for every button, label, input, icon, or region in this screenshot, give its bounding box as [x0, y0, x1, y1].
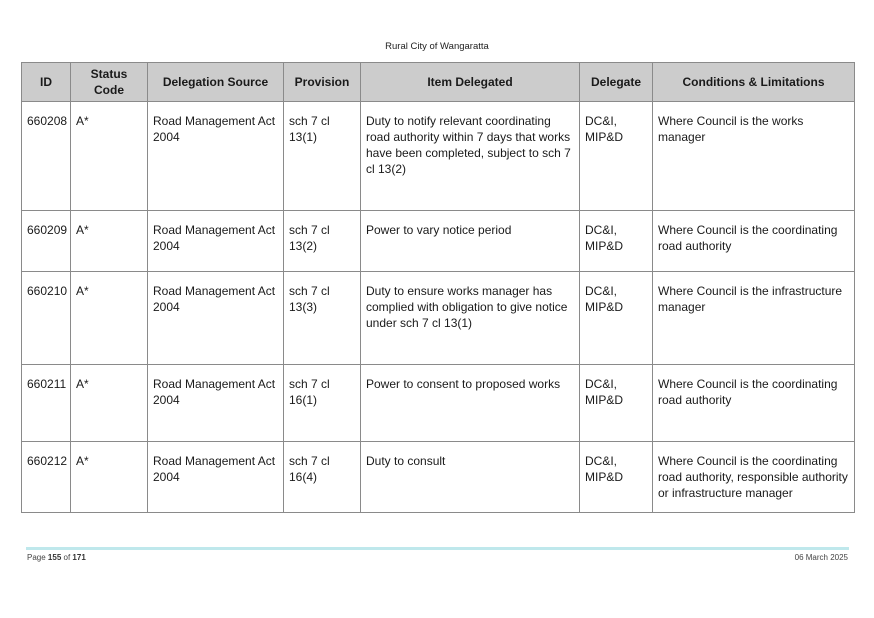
cell-status-code: A*	[71, 272, 148, 365]
cell-conditions: Where Council is the infrastructure manager	[653, 272, 855, 365]
cell-status-code: A*	[71, 102, 148, 211]
document-date: 06 March 2025	[794, 553, 848, 562]
cell-status-code: A*	[71, 442, 148, 513]
cell-status-code: A*	[71, 211, 148, 272]
table-row	[22, 102, 855, 211]
page-current: 155	[47, 553, 62, 562]
cell-conditions: Where Council is the coordinating road authority, responsible authority or infrastructure manager	[653, 442, 855, 513]
header-row	[22, 63, 855, 102]
page-number	[27, 553, 86, 562]
table-body	[22, 102, 855, 513]
table-row	[22, 211, 855, 272]
cell-id: 660211	[22, 365, 71, 442]
cell-delegate: DC&I, MIP&D	[580, 211, 653, 272]
cell-conditions: Where Council is the works manager	[653, 102, 855, 211]
cell-id: 660212	[22, 442, 71, 513]
cell-id: 660210	[22, 272, 71, 365]
cell-delegate: DC&I, MIP&D	[580, 102, 653, 211]
page-total: 171	[72, 553, 86, 562]
page-label: Page	[27, 553, 46, 562]
document-header: Rural City of Wangaratta	[385, 41, 489, 52]
cell-delegation-source: Road Management Act 2004	[148, 102, 284, 211]
cell-conditions: Where Council is the coordinating road authority	[653, 211, 855, 272]
column-header-conditions: Conditions & Limitations	[653, 63, 855, 102]
cell-item-delegated: Duty to consult	[361, 442, 580, 513]
cell-item-delegated: Power to vary notice period	[361, 211, 580, 272]
column-header-id: ID	[22, 63, 71, 102]
delegation-table	[21, 62, 855, 513]
cell-delegation-source: Road Management Act 2004	[148, 442, 284, 513]
table-row	[22, 365, 855, 442]
cell-id: 660208	[22, 102, 71, 211]
column-header-delegate: Delegate	[580, 63, 653, 102]
cell-delegate: DC&I, MIP&D	[580, 365, 653, 442]
cell-provision: sch 7 cl 13(1)	[284, 102, 361, 211]
cell-delegate: DC&I, MIP&D	[580, 272, 653, 365]
cell-item-delegated: Power to consent to proposed works	[361, 365, 580, 442]
column-header-delegation-source: Delegation Source	[148, 63, 284, 102]
cell-conditions: Where Council is the coordinating road authority	[653, 365, 855, 442]
cell-delegation-source: Road Management Act 2004	[148, 272, 284, 365]
table-header	[22, 63, 855, 102]
cell-id: 660209	[22, 211, 71, 272]
table-row	[22, 442, 855, 513]
column-header-item-delegated: Item Delegated	[361, 63, 580, 102]
cell-item-delegated: Duty to ensure works manager has complied with obligation to give notice under sch 7 cl 13(1)	[361, 272, 580, 365]
cell-delegation-source: Road Management Act 2004	[148, 211, 284, 272]
cell-delegation-source: Road Management Act 2004	[148, 365, 284, 442]
page-of-label: of	[63, 553, 71, 562]
column-header-provision: Provision	[284, 63, 361, 102]
cell-provision: sch 7 cl 16(1)	[284, 365, 361, 442]
cell-provision: sch 7 cl 16(4)	[284, 442, 361, 513]
cell-item-delegated: Duty to notify relevant coordinating road authority within 7 days that works have been completed, subject to sch 7 cl 13(2)	[361, 102, 580, 211]
column-header-status-code: Status Code	[71, 63, 148, 102]
table-row	[22, 272, 855, 365]
cell-status-code: A*	[71, 365, 148, 442]
footer-divider	[26, 547, 849, 550]
cell-delegate: DC&I, MIP&D	[580, 442, 653, 513]
cell-provision: sch 7 cl 13(3)	[284, 272, 361, 365]
cell-provision: sch 7 cl 13(2)	[284, 211, 361, 272]
